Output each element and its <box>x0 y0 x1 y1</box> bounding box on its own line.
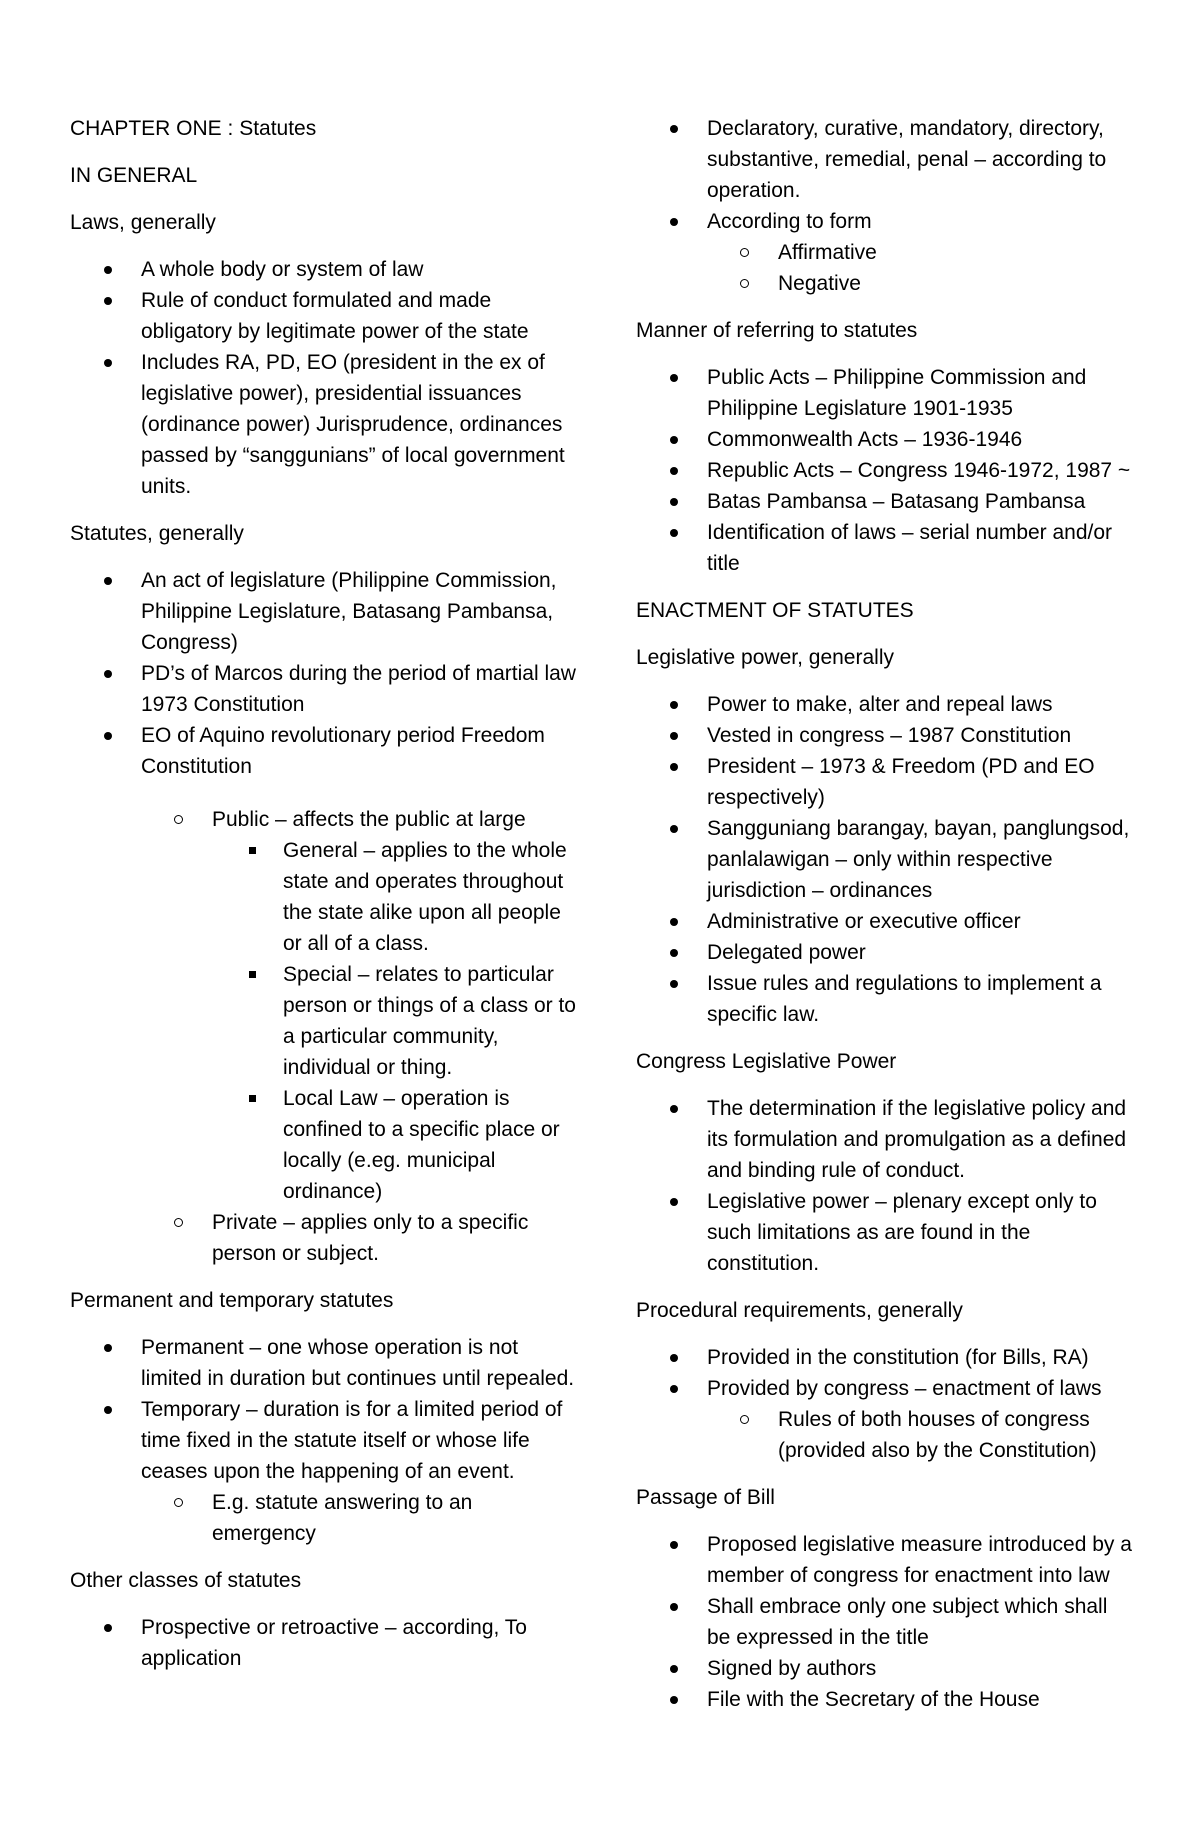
list-item: The determination if the legislative policy and its formulation and promulgation as a defined and binding rule of conduct. <box>636 1093 1136 1186</box>
list-item: Rules of both houses of congress (provided also by the Constitution) <box>707 1404 1136 1466</box>
left-column <box>70 113 580 1690</box>
list-item: Special – relates to particular person or things of a class or to a particular community, individual or thing. <box>212 959 580 1083</box>
heading-permanent-temporary: Permanent and temporary statutes <box>70 1289 394 1312</box>
list-item: Prospective or retroactive – according, To application <box>70 1612 580 1674</box>
list-item: Proposed legislative measure introduced by a member of congress for enactment into law <box>636 1529 1136 1591</box>
list-item: An act of legislature (Philippine Commission, Philippine Legislature, Batasang Pambansa, Congress) <box>70 565 580 658</box>
list-item: PD’s of Marcos during the period of martial law 1973 Constitution <box>70 658 580 720</box>
list-item: Provided in the constitution (for Bills, RA) <box>636 1342 1136 1373</box>
heading-laws-generally: Laws, generally <box>70 211 216 234</box>
provided-by-congress-label: Provided by congress – enactment of laws <box>707 1377 1102 1400</box>
heading-passage-of-bill: Passage of Bill <box>636 1486 775 1509</box>
list-item: Signed by authors <box>636 1653 1136 1684</box>
congress-list <box>636 1093 1136 1279</box>
section-heading-in-general: IN GENERAL <box>70 164 198 187</box>
statutes-list <box>70 565 580 782</box>
public-private-list <box>141 804 580 1269</box>
public-item-label: Public – affects the public at large <box>212 808 526 831</box>
list-item: Rule of conduct formulated and made obligatory by legitimate power of the state <box>70 285 580 347</box>
chapter-title: CHAPTER ONE : Statutes <box>70 117 317 140</box>
list-item: EO of Aquino revolutionary period Freedom Constitution <box>70 720 580 782</box>
heading-statutes-generally: Statutes, generally <box>70 522 244 545</box>
list-item: Local Law – operation is confined to a specific place or locally (e.eg. municipal ordinance) <box>212 1083 580 1207</box>
list-item: Commonwealth Acts – 1936-1946 <box>636 424 1136 455</box>
list-item: File with the Secretary of the House <box>636 1684 1136 1715</box>
procedural-subitems <box>636 1404 1136 1466</box>
heading-manner-of-referring: Manner of referring to statutes <box>636 319 918 342</box>
section-heading-enactment: ENACTMENT OF STATUTES <box>636 599 914 622</box>
temporary-label: Temporary – duration is for a limited period of time fixed in the statute itself or whose life ceases upon the happening of an event. <box>141 1398 563 1483</box>
list-item: Batas Pambansa – Batasang Pambansa <box>636 486 1136 517</box>
according-to-form-label: According to form <box>707 210 872 233</box>
list-item: Negative <box>707 268 1136 299</box>
list-item: General – applies to the whole state and operates throughout the state alike upon all people or all of a class. <box>212 835 580 959</box>
other-classes-list <box>70 1612 580 1674</box>
list-item: Declaratory, curative, mandatory, directory, substantive, remedial, penal – according to operation. <box>636 113 1136 206</box>
list-item: Administrative or executive officer <box>636 906 1136 937</box>
list-item: Public Acts – Philippine Commission and Philippine Legislature 1901-1935 <box>636 362 1136 424</box>
list-item: Includes RA, PD, EO (president in the ex of legislative power), presidential issuances (ordinance power) Jurisprudence, ordinances passed by “sanggunians” of local government units. <box>70 347 580 502</box>
laws-list <box>70 254 580 502</box>
legislative-list <box>636 689 1136 1030</box>
list-item: Legislative power – plenary except only to such limitations as are found in the constitution. <box>636 1186 1136 1279</box>
temporary-example-list <box>70 1487 580 1549</box>
procedural-list <box>636 1342 1136 1466</box>
passage-list <box>636 1529 1136 1715</box>
permanent-list <box>70 1332 580 1549</box>
list-item: Vested in congress – 1987 Constitution <box>636 720 1136 751</box>
heading-legislative-power: Legislative power, generally <box>636 646 894 669</box>
heading-congress-legislative-power: Congress Legislative Power <box>636 1050 897 1073</box>
list-item: Delegated power <box>636 937 1136 968</box>
list-item <box>636 1373 1136 1466</box>
list-item <box>70 1394 580 1549</box>
form-subitems <box>636 237 1136 299</box>
list-item: A whole body or system of law <box>70 254 580 285</box>
heading-other-classes: Other classes of statutes <box>70 1569 302 1592</box>
list-item: Affirmative <box>707 237 1136 268</box>
statute-kinds <box>70 804 580 1269</box>
list-item: Identification of laws – serial number and/or title <box>636 517 1136 579</box>
list-item: E.g. statute answering to an emergency <box>141 1487 580 1549</box>
heading-procedural-requirements: Procedural requirements, generally <box>636 1299 963 1322</box>
list-item: Permanent – one whose operation is not limited in duration but continues until repealed. <box>70 1332 580 1394</box>
list-item <box>636 206 1136 299</box>
public-subitems <box>141 835 580 1207</box>
list-item: Shall embrace only one subject which shall be expressed in the title <box>636 1591 1136 1653</box>
list-item <box>141 804 580 1207</box>
list-item: Power to make, alter and repeal laws <box>636 689 1136 720</box>
right-column <box>636 113 1136 1731</box>
list-item: Private – applies only to a specific person or subject. <box>141 1207 580 1269</box>
list-item: Sangguniang barangay, bayan, panglungsod, panlalawigan – only within respective jurisdiction – ordinances <box>636 813 1136 906</box>
list-item: President – 1973 & Freedom (PD and EO respectively) <box>636 751 1136 813</box>
manner-list <box>636 362 1136 579</box>
classes-continued-list <box>636 113 1136 299</box>
list-item: Republic Acts – Congress 1946-1972, 1987 ~ <box>636 455 1136 486</box>
list-item: Issue rules and regulations to implement a specific law. <box>636 968 1136 1030</box>
